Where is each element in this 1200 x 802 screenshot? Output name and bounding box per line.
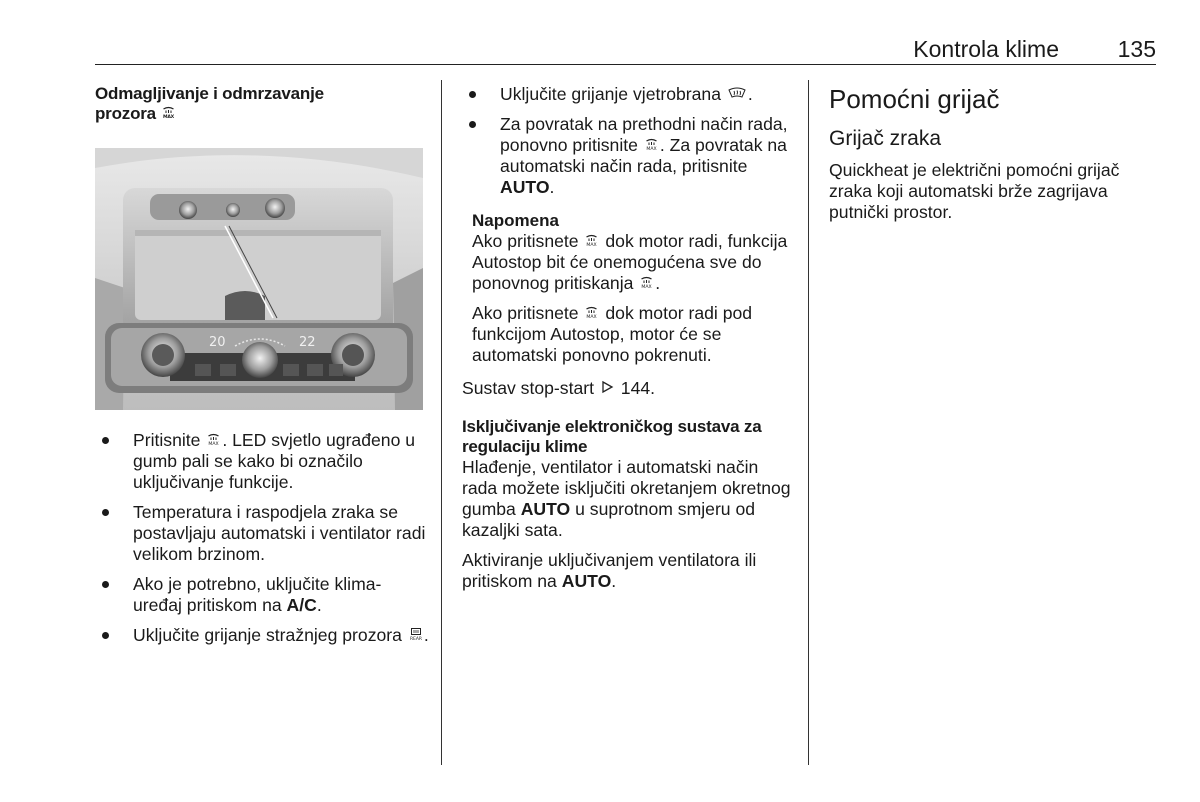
page-number: 135 bbox=[1117, 36, 1156, 62]
defrost-steps-list bbox=[95, 430, 430, 646]
section-heading-climate-off: Isključivanje elektroničkog sustava za regulaciju klime bbox=[462, 417, 762, 456]
note-box bbox=[462, 210, 798, 366]
windscreen-defrost-max-icon bbox=[585, 233, 598, 247]
column-2 bbox=[462, 84, 798, 601]
windscreen-defrost-max-icon bbox=[645, 137, 658, 151]
svg-text:MAX: MAX bbox=[208, 442, 219, 446]
column-divider-2 bbox=[808, 80, 809, 765]
list-item: Uključite grijanje stražnjeg prozora REAR . bbox=[95, 625, 430, 646]
climate-off-paragraph: Hlađenje, ventilator i automatski način rada možete isključiti okretanjem okretnog gumba AUTO u suprotnom smjeru od kazaljki sata. bbox=[462, 457, 791, 540]
windscreen-defrost-max-icon bbox=[162, 105, 175, 119]
note-title: Napomena bbox=[472, 211, 559, 230]
column-divider-1 bbox=[441, 80, 442, 765]
svg-text:MAX: MAX bbox=[586, 315, 598, 319]
display-temp-right: 22 bbox=[299, 335, 316, 350]
climate-control-photo bbox=[95, 148, 423, 410]
list-item: Temperatura i raspodjela zraka se postavljaju automatski i ventilator radi velikom brzinom. bbox=[95, 502, 430, 565]
display-temp-left: 20 bbox=[209, 335, 226, 350]
climate-on-paragraph: Aktiviranje uključivanjem ventilatora ili pritiskom na AUTO. bbox=[462, 550, 757, 591]
svg-text:REAR: REAR bbox=[409, 637, 422, 641]
windscreen-heating-icon bbox=[728, 86, 746, 100]
page-header bbox=[95, 36, 1156, 65]
note-paragraph-1: Ako pritisnete MAX dok motor radi, funkcija Autostop bit će onemogućena sve do ponovnog pritiskanja MAX . bbox=[472, 231, 788, 293]
windscreen-defrost-max-icon bbox=[640, 275, 653, 289]
air-heater-paragraph: Quickheat je električni pomoćni grijač zraka koji automatski brže zagrijava putnički prostor. bbox=[829, 160, 1120, 222]
svg-text:MAX: MAX bbox=[163, 115, 175, 119]
windscreen-defrost-max-icon bbox=[207, 432, 220, 446]
column-1 bbox=[95, 84, 430, 655]
defrost-steps-list-continued bbox=[462, 84, 798, 198]
list-item: Ako je potrebno, uključite klima-uređaj pritiskom na A/C. bbox=[95, 574, 430, 616]
column-3 bbox=[829, 84, 1159, 232]
subsection-title-air-heater: Grijač zraka bbox=[829, 127, 942, 150]
chapter-title: Kontrola klime bbox=[913, 36, 1059, 62]
windscreen-defrost-max-icon bbox=[585, 305, 598, 319]
rear-window-heating-icon bbox=[409, 627, 422, 641]
svg-text:MAX: MAX bbox=[646, 147, 657, 151]
section-heading-defrost: Odmagljivanje i odmrzavanje prozora MAX bbox=[95, 84, 324, 123]
note-paragraph-2: Ako pritisnete MAX dok motor radi pod funkcijom Autostop, motor će se automatski ponovno pokrenuti. bbox=[472, 303, 753, 365]
section-title-auxiliary-heater: Pomoćni grijač bbox=[829, 84, 1000, 114]
cross-reference-arrow-icon bbox=[601, 380, 614, 394]
list-item: Uključite grijanje vjetrobrana . bbox=[462, 84, 798, 105]
list-item: Za povratak na prethodni način rada, ponovno pritisnite MAX . Za povratak na automatski način rada, pritisnite AUTO. bbox=[462, 114, 798, 198]
svg-text:MAX: MAX bbox=[641, 285, 652, 289]
list-item: Pritisnite MAX . LED svjetlo ugrađeno u gumb pali se kako bi označilo uključivanje funkcije. bbox=[95, 430, 430, 493]
cross-reference[interactable]: Sustav stop-start 144. bbox=[462, 378, 656, 398]
svg-text:MAX: MAX bbox=[586, 243, 598, 247]
